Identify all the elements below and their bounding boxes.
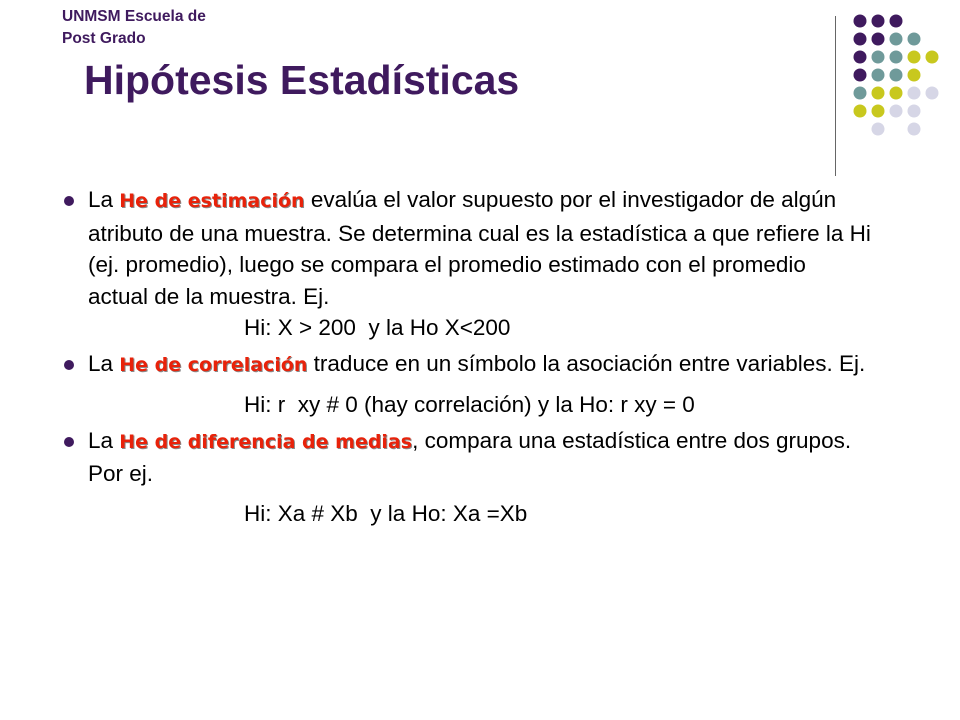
decor-dot [872, 87, 885, 100]
decor-dot [854, 69, 867, 82]
decor-dot [890, 87, 903, 100]
bullet-dot-icon [64, 437, 74, 447]
bullet-prefix: La [88, 427, 120, 453]
bullet-text: traduce en un símbolo la asociación entre variables. Ej. [307, 350, 866, 376]
bullet-dot-icon [64, 360, 74, 370]
bullet-prefix: La [88, 350, 120, 376]
decor-dot [872, 123, 885, 136]
bullet-correlacion [52, 348, 872, 421]
decor-dot [872, 105, 885, 118]
decor-dot [908, 33, 921, 46]
decor-dot [854, 51, 867, 64]
example-formula: Hi: X > 200 y la Ho X<200 [244, 315, 511, 340]
decorative-dot-grid [0, 0, 960, 180]
decor-dot [908, 69, 921, 82]
bullet-dot-icon [64, 196, 74, 206]
decor-dot [872, 51, 885, 64]
decor-dot [872, 69, 885, 82]
decor-dot [854, 87, 867, 100]
decor-dot [926, 51, 939, 64]
bullet-estimacion [52, 184, 872, 344]
decor-dot [872, 33, 885, 46]
decor-dot [908, 51, 921, 64]
decor-dot [908, 87, 921, 100]
bullet-diferencia-medias [52, 425, 872, 530]
slide-body [52, 184, 872, 529]
term-he-estimacion: He de estimación [119, 190, 305, 212]
bullet-prefix: La [88, 187, 120, 212]
bullet-text: evalúa el valor supuesto por el investigador de algún atributo de una muestra. Se determina cual es la estadística a que refiere la Hi (ej. promedio), luego se compara el promedio estimado con el promedio actual de la muestra. Ej. [88, 187, 871, 309]
term-he-diferencia-medias: He de diferencia de medias [119, 430, 413, 453]
example-formula: Hi: r xy # 0 (hay correlación) y la Ho: r xy = 0 [244, 392, 695, 417]
decor-dot [908, 105, 921, 118]
decor-dot [890, 105, 903, 118]
bullet-text: , compara una estadística entre dos grupos. Por ej. [88, 427, 852, 486]
decor-dot [890, 33, 903, 46]
decor-dot [854, 105, 867, 118]
page-title: Hipótesis Estadísticas [84, 57, 520, 103]
decor-dot [890, 15, 903, 28]
decor-dot [872, 15, 885, 28]
decor-dot [890, 51, 903, 64]
decor-dot [926, 87, 939, 100]
example-formula: Hi: Xa # Xb y la Ho: Xa =Xb [244, 500, 528, 526]
decor-dot [908, 123, 921, 136]
decor-dot [854, 33, 867, 46]
institution-line-2: Post Grado [62, 30, 146, 47]
term-he-correlacion: He de correlación [119, 353, 308, 376]
decor-dot [890, 69, 903, 82]
decor-dot [854, 15, 867, 28]
institution-line-1: UNMSM Escuela de [62, 8, 206, 25]
